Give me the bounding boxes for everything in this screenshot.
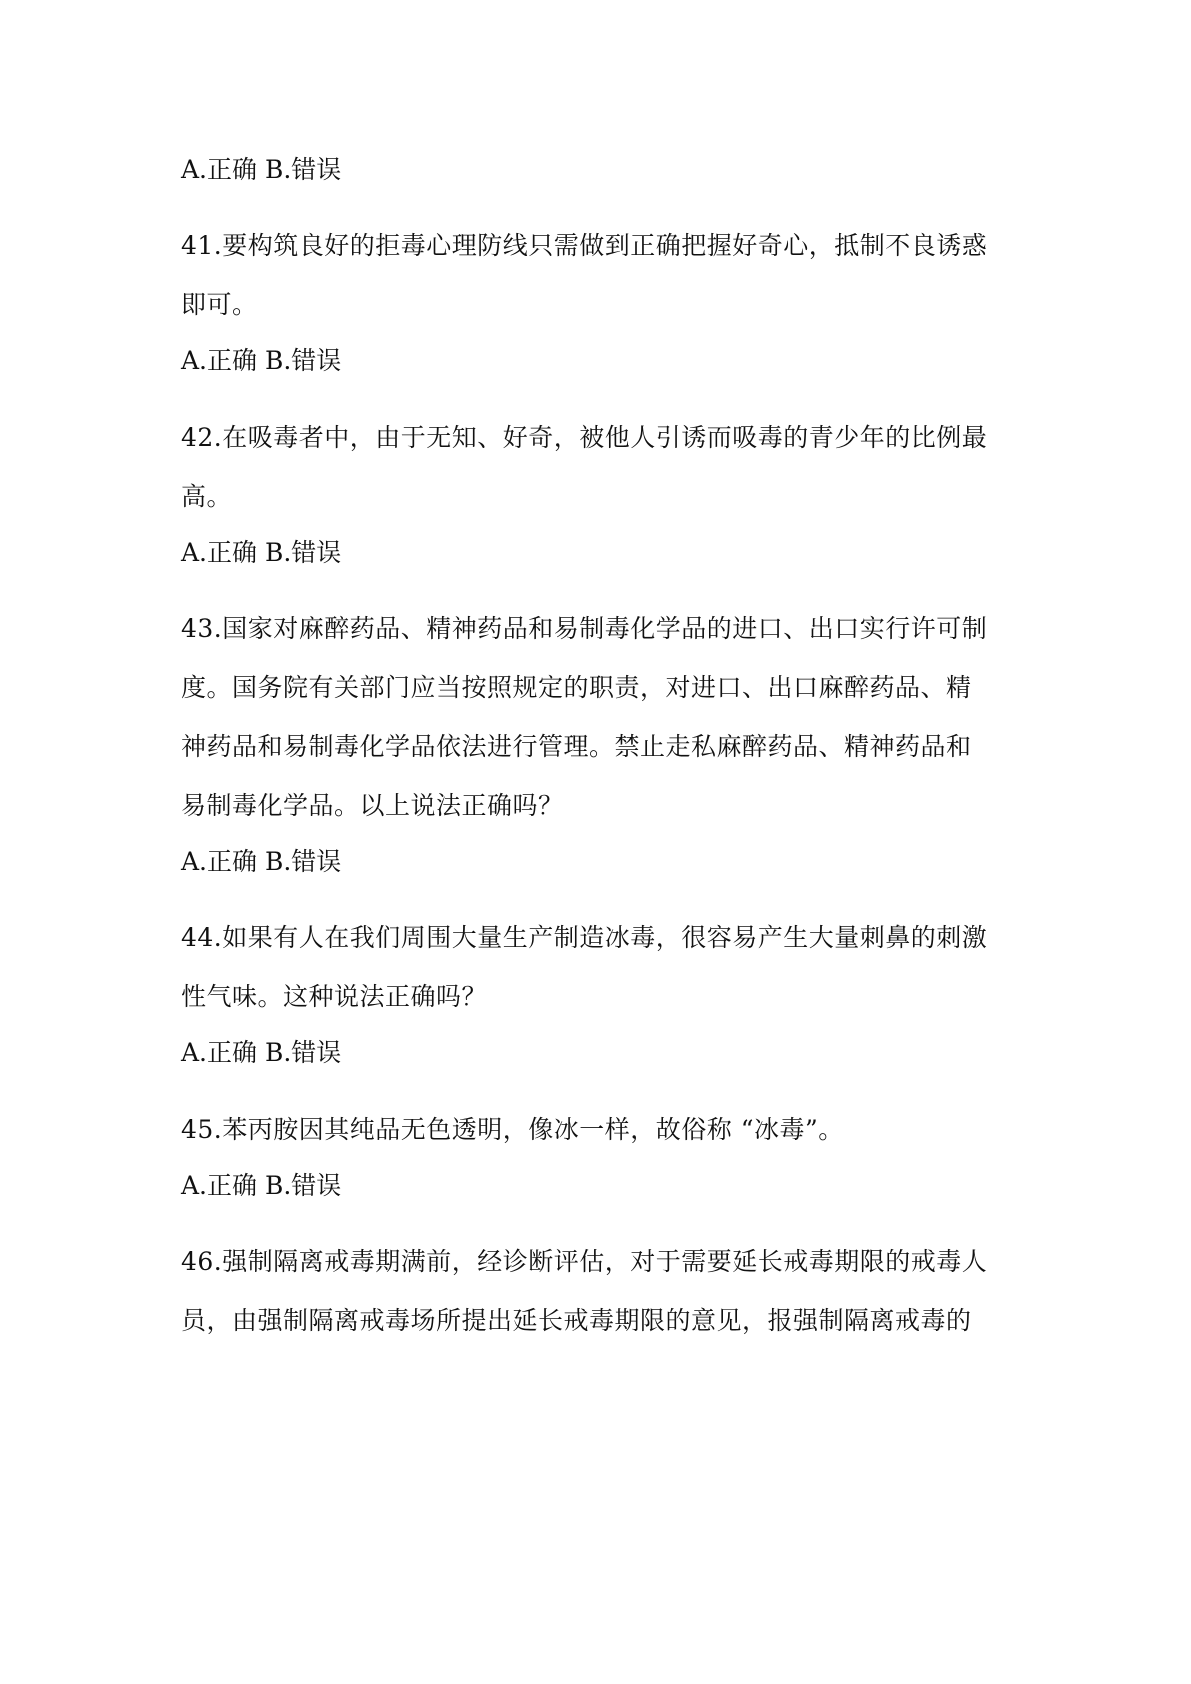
answer-options-q40: A.正确 B.错误 (181, 155, 342, 184)
answer-options-q45: A.正确 B.错误 (181, 1171, 342, 1200)
answer-options-q42: A.正确 B.错误 (181, 538, 342, 567)
question-42-line-1: 42.在吸毒者中，由于无知、好奇，被他人引诱而吸毒的青少年的比例最 (181, 423, 988, 452)
question-44-line-1: 44.如果有人在我们周围大量生产制造冰毒，很容易产生大量刺鼻的刺激 (181, 923, 988, 952)
answer-options-q43: A.正确 B.错误 (181, 847, 342, 876)
question-43-line-2: 度。国务院有关部门应当按照规定的职责，对进口、出口麻醉药品、精 (181, 673, 972, 702)
question-41-line-2: 即可。 (181, 290, 258, 319)
question-46-line-1: 46.强制隔离戒毒期满前，经诊断评估，对于需要延长戒毒期限的戒毒人 (181, 1247, 988, 1276)
question-41-line-1: 41.要构筑良好的拒毒心理防线只需做到正确把握好奇心，抵制不良诱惑 (181, 231, 988, 260)
question-43-line-3: 神药品和易制毒化学品依法进行管理。禁止走私麻醉药品、精神药品和 (181, 732, 972, 761)
question-44-line-2: 性气味。这种说法正确吗？ (181, 982, 488, 1011)
question-45-line-1: 45.苯丙胺因其纯品无色透明，像冰一样，故俗称 “冰毒”。 (181, 1115, 844, 1144)
question-43-line-4: 易制毒化学品。以上说法正确吗？ (181, 791, 564, 820)
question-46-line-2: 员，由强制隔离戒毒场所提出延长戒毒期限的意见，报强制隔离戒毒的 (181, 1306, 972, 1335)
answer-options-q44: A.正确 B.错误 (181, 1038, 342, 1067)
question-42-line-2: 高。 (181, 482, 233, 511)
answer-options-q41: A.正确 B.错误 (181, 346, 342, 375)
question-43-line-1: 43.国家对麻醉药品、精神药品和易制毒化学品的进口、出口实行许可制 (181, 614, 988, 643)
